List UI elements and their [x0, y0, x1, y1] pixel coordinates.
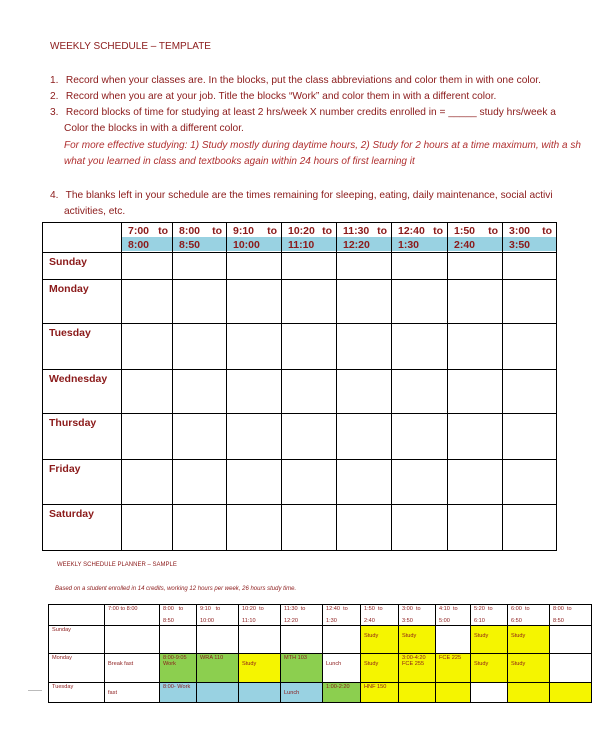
schedule-cell[interactable] — [122, 414, 173, 460]
schedule-cell[interactable] — [122, 370, 173, 414]
sample-cell: 3:00-4:20 FCE 255 — [399, 654, 436, 683]
time-header: 1:50 to 2:40 — [448, 223, 503, 253]
schedule-cell[interactable] — [337, 505, 392, 551]
schedule-cell[interactable] — [392, 414, 448, 460]
instruction-4: 4. The blanks left in your schedule are the times remaining for sleeping, eating, daily maintenance, social activi — [50, 190, 553, 201]
sample-header-cell: 1:50 to 2:40 — [361, 605, 399, 626]
schedule-cell[interactable] — [282, 414, 337, 460]
sample-cell — [197, 683, 239, 703]
schedule-cell[interactable] — [448, 324, 503, 370]
schedule-cell[interactable] — [227, 324, 282, 370]
schedule-cell[interactable] — [227, 280, 282, 324]
day-label-thursday: Thursday — [43, 414, 122, 460]
instruction-3-continued: Color the blocks in with a different color. — [64, 123, 244, 134]
sample-cell: FCE 225 — [436, 654, 471, 683]
sample-schedule-table — [48, 604, 592, 703]
instruction-4-continued: activities, etc. — [64, 206, 126, 217]
sample-header-cell: 4:10 to 5:00 — [436, 605, 471, 626]
corner-cell — [43, 223, 122, 253]
sample-cell: 8:00-9:05 Work — [160, 654, 197, 683]
schedule-cell[interactable] — [282, 505, 337, 551]
sample-cell — [239, 626, 281, 654]
schedule-cell[interactable] — [282, 280, 337, 324]
schedule-cell[interactable] — [392, 280, 448, 324]
sample-cell — [436, 683, 471, 703]
schedule-cell[interactable] — [503, 280, 557, 324]
sample-cell: fast — [105, 683, 160, 703]
schedule-cell[interactable] — [227, 460, 282, 505]
schedule-cell[interactable] — [227, 505, 282, 551]
sample-cell — [281, 626, 323, 654]
schedule-cell[interactable] — [392, 324, 448, 370]
schedule-cell[interactable] — [392, 253, 448, 280]
schedule-cell[interactable] — [282, 370, 337, 414]
schedule-cell[interactable] — [503, 324, 557, 370]
day-label-friday: Friday — [43, 460, 122, 505]
sample-cell: Study — [361, 626, 399, 654]
sample-cell — [239, 683, 281, 703]
schedule-cell[interactable] — [448, 414, 503, 460]
sample-header-cell: 11:30 to 12:20 — [281, 605, 323, 626]
day-label-tuesday: Tuesday — [43, 324, 122, 370]
sample-header-cell: 12:40 to 1:30 — [323, 605, 361, 626]
schedule-cell[interactable] — [392, 370, 448, 414]
schedule-cell[interactable] — [227, 253, 282, 280]
schedule-cell[interactable] — [503, 370, 557, 414]
page-edge-mark — [28, 690, 42, 691]
study-tip-line-2: what you learned in class and textbooks again within 24 hours of first learning it — [64, 156, 415, 167]
page-title: WEEKLY SCHEDULE – TEMPLATE — [50, 41, 211, 52]
schedule-cell[interactable] — [337, 253, 392, 280]
schedule-cell[interactable] — [122, 253, 173, 280]
schedule-cell[interactable] — [173, 324, 227, 370]
time-header: 7:00 to 8:00 — [122, 223, 173, 253]
sample-cell — [550, 683, 592, 703]
sample-cell: MTH 103 — [281, 654, 323, 683]
schedule-cell[interactable] — [173, 460, 227, 505]
sample-cell: Lunch — [281, 683, 323, 703]
time-header: 8:00 to 8:50 — [173, 223, 227, 253]
sample-cell — [436, 626, 471, 654]
schedule-cell[interactable] — [503, 414, 557, 460]
schedule-cell[interactable] — [122, 280, 173, 324]
instruction-3: 3. Record blocks of time for studying at least 2 hrs/week X number credits enrolled in = _____ study hrs/week a — [50, 107, 556, 118]
schedule-cell[interactable] — [448, 253, 503, 280]
sample-day-label: Sunday — [49, 626, 105, 654]
sample-cell: Study — [508, 654, 550, 683]
sample-cell — [550, 654, 592, 683]
schedule-cell[interactable] — [173, 253, 227, 280]
sample-cell: Study — [471, 654, 508, 683]
time-header: 10:20 to 11:10 — [282, 223, 337, 253]
weekly-schedule-table — [42, 222, 557, 551]
sample-day-label: Monday — [49, 654, 105, 683]
sample-cell — [160, 626, 197, 654]
sample-title: WEEKLY SCHEDULE PLANNER – SAMPLE — [57, 562, 177, 568]
instruction-1: 1. Record when your classes are. In the blocks, put the class abbreviations and color them in with one color. — [50, 75, 541, 86]
sample-cell — [508, 683, 550, 703]
sample-cell — [399, 683, 436, 703]
schedule-cell[interactable] — [503, 253, 557, 280]
sample-cell — [471, 683, 508, 703]
day-label-sunday: Sunday — [43, 253, 122, 280]
schedule-cell[interactable] — [173, 370, 227, 414]
sample-subtitle: Based on a student enrolled in 14 credits, working 12 hours per week, 26 hours study time. — [55, 586, 297, 592]
sample-header-cell: 10:20 to 11:10 — [239, 605, 281, 626]
schedule-cell[interactable] — [282, 253, 337, 280]
sample-cell: Study — [239, 654, 281, 683]
schedule-cell[interactable] — [337, 324, 392, 370]
day-label-monday: Monday — [43, 280, 122, 324]
sample-cell: Study — [471, 626, 508, 654]
day-label-wednesday: Wednesday — [43, 370, 122, 414]
sample-day-label: Tuesday — [49, 683, 105, 703]
schedule-cell[interactable] — [173, 505, 227, 551]
schedule-cell[interactable] — [392, 460, 448, 505]
sample-cell: HNF 150 — [361, 683, 399, 703]
sample-cell — [197, 626, 239, 654]
sample-cell: Break fast — [105, 654, 160, 683]
sample-cell: WRA 110 — [197, 654, 239, 683]
time-header: 3:00 to 3:50 — [503, 223, 557, 253]
schedule-cell[interactable] — [503, 460, 557, 505]
schedule-cell[interactable] — [282, 460, 337, 505]
sample-cell — [550, 626, 592, 654]
instruction-2: 2. Record when you are at your job. Title the blocks “Work” and color them in with a different color. — [50, 91, 497, 102]
sample-cell: Lunch — [323, 654, 361, 683]
sample-header-cell: 6:00 to 6:50 — [508, 605, 550, 626]
schedule-cell[interactable] — [282, 324, 337, 370]
time-header: 11:30 to 12:20 — [337, 223, 392, 253]
sample-header-cell: 8:00 to 8:50 — [160, 605, 197, 626]
time-header: 12:40 to 1:30 — [392, 223, 448, 253]
sample-cell: Study — [361, 654, 399, 683]
schedule-cell[interactable] — [392, 505, 448, 551]
sample-cell: 8:00- Work — [160, 683, 197, 703]
schedule-cell[interactable] — [448, 505, 503, 551]
sample-header-cell: 8:00 to 8:50 — [550, 605, 592, 626]
schedule-cell[interactable] — [337, 414, 392, 460]
sample-cell: 1:00-2:20 — [323, 683, 361, 703]
schedule-cell[interactable] — [173, 414, 227, 460]
schedule-cell[interactable] — [337, 460, 392, 505]
schedule-cell[interactable] — [448, 370, 503, 414]
time-header: 9:10 to 10:00 — [227, 223, 282, 253]
study-tip-line-1: For more effective studying: 1) Study mostly during daytime hours, 2) Study for 2 hours at a time maximum, with a sh — [64, 140, 581, 151]
sample-cell: Study — [399, 626, 436, 654]
schedule-cell[interactable] — [122, 505, 173, 551]
sample-cell — [323, 626, 361, 654]
day-label-saturday: Saturday — [43, 505, 122, 551]
sample-header-cell: 3:00 to 3:50 — [399, 605, 436, 626]
sample-cell: Study — [508, 626, 550, 654]
schedule-cell[interactable] — [122, 460, 173, 505]
schedule-cell[interactable] — [337, 370, 392, 414]
sample-header-cell: 5:20 to 6:10 — [471, 605, 508, 626]
schedule-cell[interactable] — [227, 414, 282, 460]
schedule-cell[interactable] — [448, 460, 503, 505]
schedule-cell[interactable] — [503, 505, 557, 551]
schedule-cell[interactable] — [227, 370, 282, 414]
schedule-cell[interactable] — [337, 280, 392, 324]
sample-header-cell: 7:00 to 8:00 — [105, 605, 160, 626]
schedule-cell[interactable] — [122, 324, 173, 370]
sample-header-cell — [49, 605, 105, 626]
sample-cell — [105, 626, 160, 654]
schedule-cell[interactable] — [173, 280, 227, 324]
schedule-cell[interactable] — [448, 280, 503, 324]
sample-header-cell: 9:10 to 10:00 — [197, 605, 239, 626]
